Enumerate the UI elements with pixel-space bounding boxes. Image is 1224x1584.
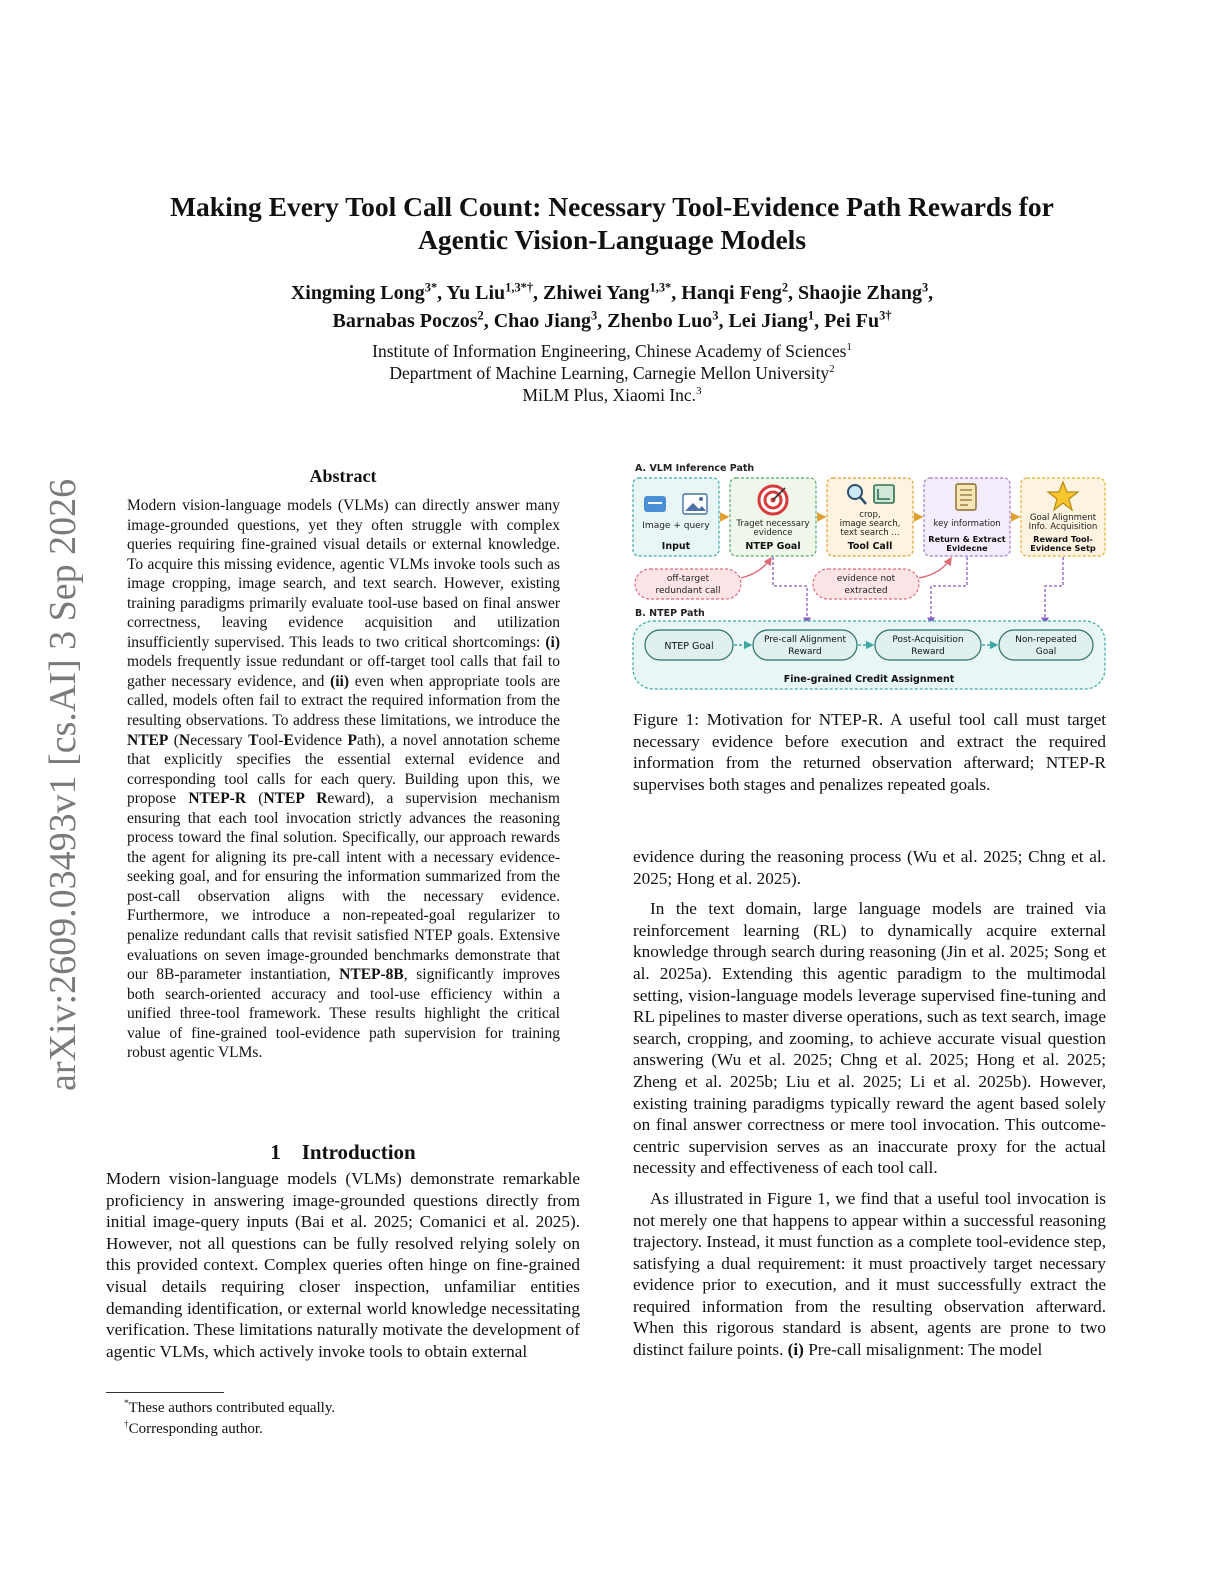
intro-paragraph-2: In the text domain, large language models are trained via reinforcement learning (RL) to dynamically acquire external knowledge through search during reasoning (Jin et al. 2025; Song et al. 2025a). Extending this agentic paradigm to the multimodal setting, vision-language models leverage supervised fine-tuning and RL pipelines to master diverse operations, such as text search, image search, cropping, and zooming, to achieve accurate visual question answering (Wu et al. 2025; Chng et al. 2025; Hong et al. 2025; Zheng et al. 2025b; Liu et al. 2025; Li et al. 2025b). However, existing training paradigms typically reward the agent based solely on final answer correctness or mere tool invocation. This outcome-centric supervision serves as an inaccurate proxy for the actual necessity and effectiveness of each tool call. bbox=[633, 899, 1106, 1178]
footnote: †Corresponding author. bbox=[124, 1420, 263, 1437]
ntep-goal-box bbox=[730, 478, 816, 556]
tool-call-text-3: text search ... bbox=[840, 528, 900, 538]
figure-1-caption: Figure 1: Motivation for NTEP-R. A useful tool call must target necessary evidence before execution and extract the required information from the returned observation afterward; NTEP-R supervises both stages and penalizes repeated goals. bbox=[633, 710, 1106, 794]
author: Pei $Fu^{3\dagger}$ bbox=[824, 308, 892, 332]
author: Shaojie Zhang$^3$, bbox=[798, 280, 934, 304]
reward-text-1: Goal Alignment bbox=[1029, 513, 1097, 523]
extract-evidence-text: key information bbox=[933, 519, 1001, 529]
author-line-2 bbox=[0, 307, 1224, 335]
author: Lei Jiang$^1$, bbox=[728, 308, 825, 332]
section-b-label: B. NTEP Path bbox=[635, 608, 705, 619]
path-node-pre-call-reward bbox=[753, 630, 857, 660]
extract-evidence-box bbox=[924, 478, 1010, 556]
svg-text:Reward: Reward bbox=[911, 647, 945, 657]
arxiv-stamp: arXiv:2609.03493v1 [cs.AI] 3 Sep 2026 bbox=[42, 478, 84, 1092]
author: Zhenbo Luo$^3$, bbox=[607, 308, 729, 332]
intro-paragraph-1: Modern vision-language models (VLMs) demonstrate remarkable proficiency in answering image-grounded questions directly from initial image-query inputs (Bai et al. 2025; Comanici et al. 2025). However, not all questions can be fully resolved relying solely on this provided context. Complex queries often hinge on fine-grained visual details requiring closer inspection, unfamiliar entities demanding identification, or external world knowledge necessitating verification. These limitations naturally motivate the development of agentic VLMs, which actively invoke tools to obtain external bbox=[106, 1169, 580, 1361]
title-line-1: Making Every Tool Call Count: Necessary Tool-Evidence Path Rewards for bbox=[170, 191, 1054, 222]
abstract-body: Modern vision-language models (VLMs) can directly answer many image-grounded questions, yet they often struggle with complex queries requiring fine-grained visual details or external knowledge. To acquire this missing evidence, agentic VLMs invoke tools such as image cropping, image search, and text search. However, existing training paradigms primarily evaluate tool-use based on final answer correctness, leaving evidence acquisition and utilization insufficiently supervised. This leads to two critical shortcomings: (i) models frequently issue redundant or off-target tool calls that fail to gather necessary evidence, and (ii) even when appropriate tools are called, models often fail to extract the required information from the resulting observations. To address these limitations, we introduce the NTEP (Necessary Tool-Evidence Path), a novel annotation scheme that explicitly specifies the essential external evidence and corresponding tool calls for each query. Building upon this, we propose NTEP-R (NTEP Reward), a supervision mechanism ensuring that each tool invocation strictly advances the reasoning process toward the final solution. Specifically, our approach rewards the agent for aligning its pre-call intent with a necessary evidence-seeking goal, and for ensuring the information summarized from the post-call observation aligns with the necessary evidence. Furthermore, we introduce a non-repeated-goal regularizer to penalize redundant calls that revisit satisfied NTEP goals. Extensive evaluations on seven image-grounded benchmarks demonstrate that our 8B-parameter instantiation, NTEP-8B, significantly improves both search-oriented accuracy and tool-use efficiency within a unified three-tool framework. These results highlight the critical value of fine-grained tool-evidence path supervision for training robust agentic VLMs. bbox=[127, 497, 561, 1062]
footnotes bbox=[106, 1398, 335, 1440]
ntep-goal-text-1: Traget necessary bbox=[736, 519, 810, 529]
tool-call-text-1: crop, bbox=[859, 510, 881, 520]
ntep-goal-label: NTEP Goal bbox=[745, 541, 801, 552]
svg-text:Post-Acquisition: Post-Acquisition bbox=[892, 635, 964, 645]
reward-text-2: Info. Acquisition bbox=[1028, 522, 1098, 532]
path-footer: Fine-grained Credit Assignment bbox=[783, 674, 955, 685]
author: Zhiwei Yang$^{1,3*}$, bbox=[543, 280, 682, 304]
svg-text:Reward: Reward bbox=[788, 647, 822, 657]
input-box-text: Image + query bbox=[642, 521, 710, 531]
svg-text:redundant call: redundant call bbox=[655, 586, 721, 596]
path-node-non-repeated-goal bbox=[999, 630, 1093, 660]
intro-right-column bbox=[633, 846, 1106, 1361]
intro-paragraph-1-continued: evidence during the reasoning process (Wu et al. 2025; Chng et al. 2025; Hong et al. 2025). bbox=[633, 847, 1106, 888]
tool-call-box bbox=[827, 478, 913, 556]
affiliation: MiLM Plus, Xiaomi Inc.$^3$ bbox=[522, 385, 702, 405]
svg-text:Goal: Goal bbox=[1035, 647, 1057, 657]
title-line-2: Agentic Vision-Language Models bbox=[417, 224, 807, 255]
abstract-heading: Abstract bbox=[309, 466, 377, 486]
failure-off-target bbox=[635, 569, 741, 599]
path-node-post-acquisition-reward bbox=[875, 630, 981, 660]
reward-label-2: Evidence Setp bbox=[1030, 543, 1096, 553]
author: Yu Liu$^{1,3*\dagger}$, bbox=[446, 280, 544, 304]
affiliation: Institute of Information Engineering, Chinese Academy of Sciences$^1$ bbox=[372, 341, 852, 361]
footnote: *These authors contributed equally. bbox=[124, 1399, 336, 1416]
failure-evidence-not-extracted bbox=[813, 569, 919, 599]
figure-1 bbox=[631, 458, 1107, 694]
input-box-label: Input bbox=[661, 541, 691, 552]
author-list bbox=[0, 279, 1224, 335]
paper-title bbox=[0, 190, 1224, 256]
author: Hanqi Feng$^2$, bbox=[681, 280, 799, 304]
footnote-rule bbox=[106, 1392, 224, 1393]
path-node-ntep-goal bbox=[645, 630, 733, 660]
section-heading-introduction: 1 Introduction bbox=[270, 1140, 416, 1164]
reward-box bbox=[1021, 478, 1105, 556]
author: Barnabas Poczos$^2$, bbox=[332, 308, 494, 332]
tool-call-text-2: image search, bbox=[839, 519, 901, 529]
reward-label-1: Reward Tool- bbox=[1033, 534, 1093, 544]
input-box bbox=[633, 478, 719, 556]
affiliations bbox=[0, 340, 1224, 406]
crop-icon bbox=[874, 485, 894, 503]
intro-paragraph-3: As illustrated in Figure 1, we find that a useful tool invocation is not merely one that happens to appear within a successful reasoning trajectory. Instead, it must function as a complete tool-evidence step, satisfying a dual requirement: it must proactively target necessary evidence prior to execution, and it must successfully extract the required information from the resulting observation afterward. When this rigorous standard is absent, agents are prone to two distinct failure points. (i) Pre-call misalignment: The model bbox=[633, 1188, 1106, 1360]
section-a-label: A. VLM Inference Path bbox=[635, 463, 755, 474]
target-icon bbox=[759, 486, 787, 514]
document-icon bbox=[956, 484, 976, 510]
affiliation: Department of Machine Learning, Carnegie Mellon University$^2$ bbox=[389, 363, 835, 383]
svg-text:Non-repeated: Non-repeated bbox=[1015, 635, 1077, 645]
svg-text:Pre-call Alignment: Pre-call Alignment bbox=[764, 635, 846, 645]
author: Chao Jiang$^3$, bbox=[493, 308, 608, 332]
tool-call-label: Tool Call bbox=[847, 541, 893, 552]
extract-evidence-label-2: Evidecne bbox=[946, 543, 988, 553]
author: Xingming Long$^{3*}$, bbox=[290, 280, 447, 304]
svg-text:NTEP Goal: NTEP Goal bbox=[664, 641, 714, 652]
author-line-1 bbox=[0, 279, 1224, 307]
extract-evidence-label-1: Return & Extract bbox=[928, 534, 1006, 544]
svg-text:extracted: extracted bbox=[844, 586, 888, 596]
ntep-goal-text-2: evidence bbox=[753, 528, 793, 538]
svg-text:off-target: off-target bbox=[666, 574, 710, 584]
svg-text:evidence not: evidence not bbox=[836, 574, 896, 584]
image-icon bbox=[683, 494, 707, 514]
